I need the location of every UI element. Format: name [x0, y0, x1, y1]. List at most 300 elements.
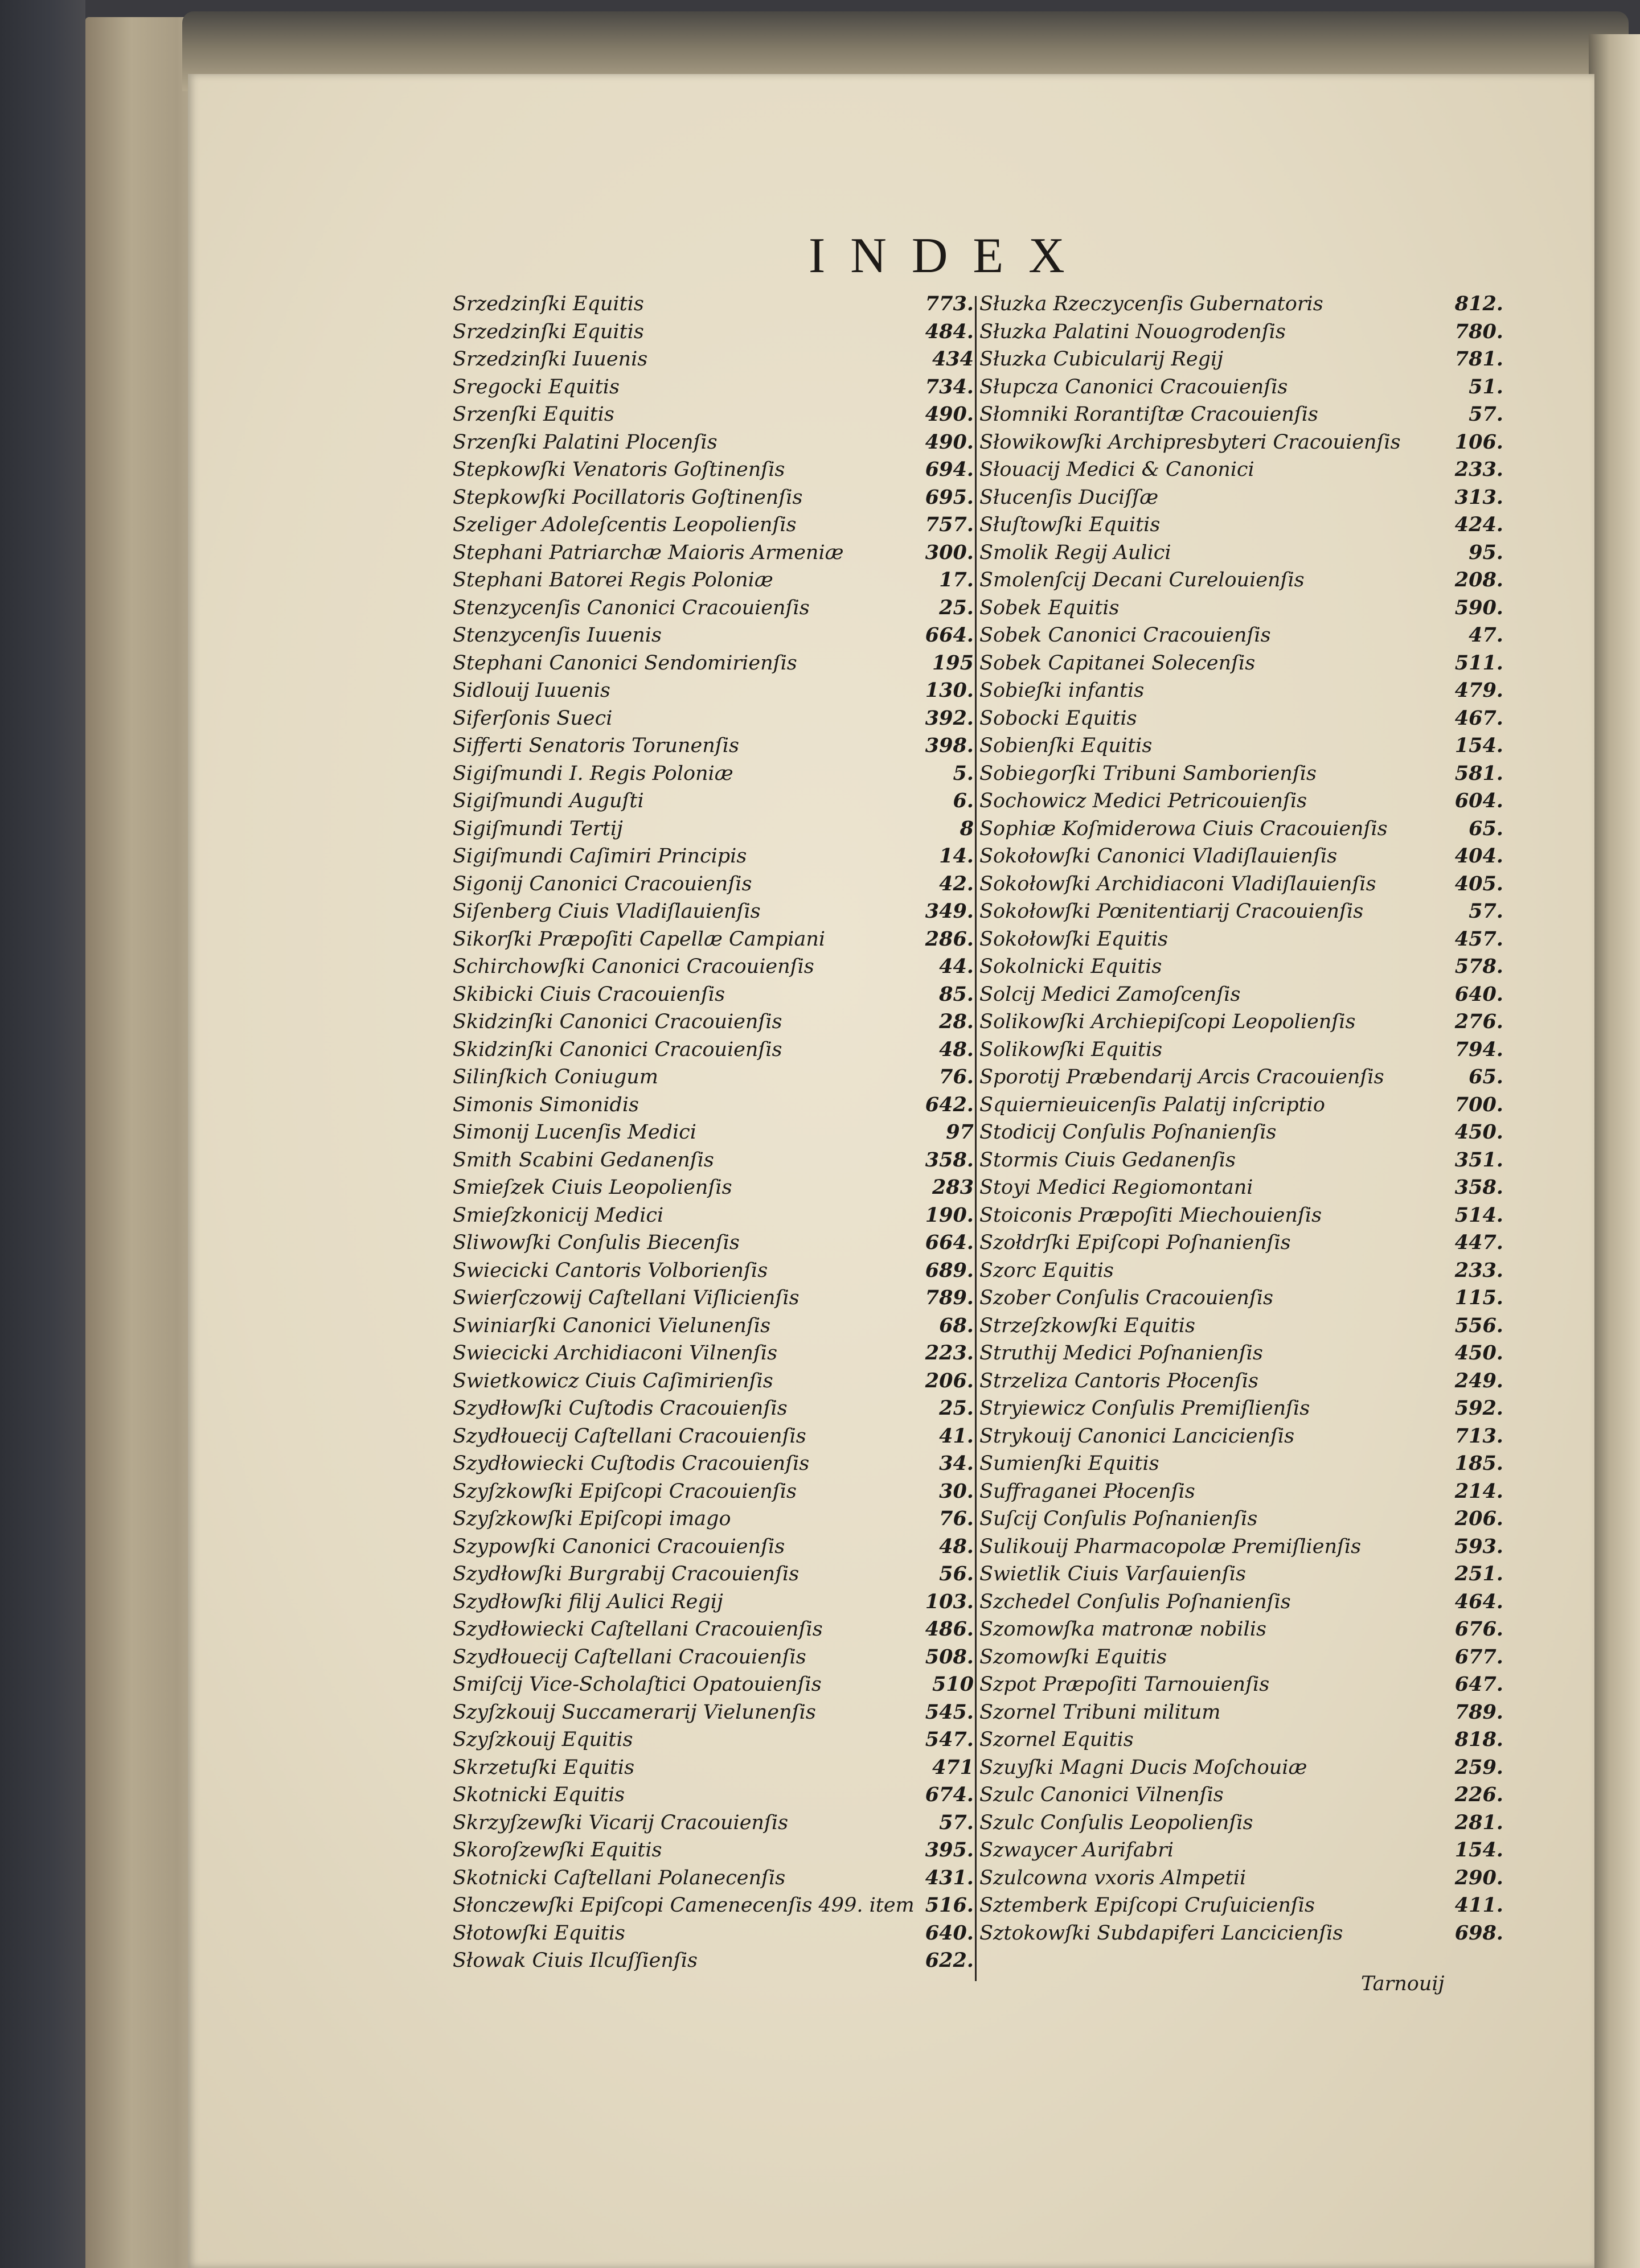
entry-page-number: 547. [925, 1728, 974, 1751]
entry-page-number: 514. [1454, 1203, 1503, 1227]
entry-name: Szyſzkowſki Epiſcopi Cracouienſis [453, 1480, 797, 1503]
index-entry [979, 1726, 1503, 1754]
entry-name: Sokolnicki Equitis [979, 955, 1162, 978]
entry-name: Stodicij Conſulis Poſnanienſis [979, 1121, 1277, 1144]
index-entry [453, 429, 977, 457]
index-entry [453, 1920, 977, 1947]
entry-page-number: 14. [939, 844, 974, 868]
index-entry [979, 1174, 1503, 1202]
index-entry [453, 1754, 977, 1782]
entry-page-number: 640. [1454, 982, 1503, 1006]
entry-name: Sifferti Senatoris Torunenſis [453, 734, 739, 757]
entry-name: Sigiſmundi I. Regis Poloniæ [453, 762, 733, 785]
entry-name: Solcij Medici Zamoſcenſis [979, 983, 1241, 1006]
entry-page-number: 698. [1454, 1921, 1503, 1945]
entry-page-number: 6. [953, 789, 974, 812]
index-entry [453, 926, 977, 954]
entry-page-number: 578. [1454, 955, 1503, 978]
entry-name: Simonij Lucenſis Medici [453, 1121, 696, 1144]
entry-page-number: 713. [1454, 1424, 1503, 1448]
entry-name: Skrzyſzewſki Vicarij Cracouienſis [453, 1811, 789, 1834]
index-entry [979, 787, 1503, 815]
entry-name: Słomniki Rorantiſtæ Cracouienſis [979, 403, 1318, 426]
entry-name: Stephani Canonici Sendomirienſis [453, 651, 797, 675]
entry-page-number: 290. [1454, 1866, 1503, 1889]
entry-name: Stenzycenſis Canonici Cracouienſis [453, 596, 810, 619]
entry-name: Szyſzkowſki Epiſcopi imago [453, 1507, 731, 1530]
entry-page-number: 457. [1454, 927, 1503, 951]
index-entry [453, 732, 977, 760]
entry-name: Szyſzkouij Equitis [453, 1728, 633, 1751]
index-entry [453, 1119, 977, 1147]
index-entry [979, 1892, 1503, 1920]
entry-page-number: 510 [932, 1673, 974, 1696]
entry-page-number: 8 [960, 816, 974, 840]
entry-name: Sochowicz Medici Petricouienſis [979, 790, 1307, 812]
entry-name: Szulc Conſulis Leopolienſis [979, 1811, 1253, 1834]
entry-page-number: 17. [939, 568, 974, 591]
entry-name: Smieſzek Ciuis Leopolienſis [453, 1176, 732, 1199]
index-entry [979, 1809, 1503, 1837]
entry-page-number: 647. [1454, 1673, 1503, 1696]
entry-name: Solikowſki Archiepiſcopi Leopolienſis [979, 1010, 1356, 1033]
entry-name: Sikorſki Præpoſiti Capellæ Campiani [453, 927, 826, 951]
entry-name: Solikowſki Equitis [979, 1038, 1163, 1061]
entry-page-number: 249. [1454, 1369, 1503, 1392]
entry-name: Szypowſki Canonici Cracouienſis [453, 1535, 785, 1558]
entry-page-number: 516. [925, 1893, 974, 1917]
catchword: Tarnouij [1361, 1973, 1445, 1995]
index-entry [979, 843, 1503, 870]
entry-page-number: 424. [1454, 513, 1503, 536]
index-entry [979, 1560, 1503, 1588]
entry-page-number: 464. [1454, 1589, 1503, 1613]
entry-page-number: 130. [925, 679, 974, 702]
entry-page-number: 233. [1454, 458, 1503, 481]
index-entry [453, 1340, 977, 1367]
entry-page-number: 490. [925, 402, 974, 426]
entry-page-number: 313. [1454, 485, 1503, 509]
index-entry [453, 1257, 977, 1285]
entry-page-number: 556. [1454, 1313, 1503, 1337]
entry-page-number: 447. [1454, 1231, 1503, 1254]
index-entry [979, 898, 1503, 926]
entry-name: Smieſzkonicij Medici [453, 1203, 664, 1227]
index-entry [453, 566, 977, 594]
entry-page-number: 57. [1469, 899, 1503, 923]
index-entry [453, 1864, 977, 1892]
index-entry [453, 705, 977, 733]
index-entry [979, 815, 1503, 843]
entry-page-number: 351. [1454, 1148, 1503, 1172]
entry-page-number: 405. [1454, 872, 1503, 895]
entry-name: Sporotij Præbendarij Arcis Cracouienſis [979, 1066, 1384, 1088]
entry-page-number: 431. [925, 1866, 974, 1889]
index-entry [453, 594, 977, 622]
entry-name: Schirchowſki Canonici Cracouienſis [453, 955, 814, 978]
index-entry [453, 953, 977, 981]
index-entry [979, 1644, 1503, 1671]
entry-page-number: 664. [925, 623, 974, 647]
entry-page-number: 42. [939, 872, 974, 895]
entry-page-number: 154. [1454, 734, 1503, 757]
entry-name: Swiniarſki Canonici Vielunenſis [453, 1314, 771, 1337]
index-entry [453, 1726, 977, 1754]
entry-name: Srzenſki Equitis [453, 403, 614, 426]
entry-page-number: 48. [939, 1037, 974, 1061]
index-entry [453, 1892, 977, 1920]
entry-page-number: 734. [925, 375, 974, 398]
index-entry [453, 1395, 977, 1423]
entry-page-number: 450. [1454, 1120, 1503, 1144]
entry-page-number: 694. [925, 458, 974, 481]
index-entry [453, 1063, 977, 1091]
entry-name: Strzeſzkowſki Equitis [979, 1314, 1195, 1337]
index-entry [453, 1450, 977, 1478]
entry-page-number: 486. [925, 1617, 974, 1641]
entry-page-number: 300. [925, 540, 974, 564]
entry-page-number: 392. [925, 706, 974, 730]
entry-name: Siferſonis Sueci [453, 706, 613, 730]
entry-page-number: 5. [953, 761, 974, 785]
index-entry [453, 1312, 977, 1340]
index-entry [453, 1699, 977, 1727]
index-entry [453, 1809, 977, 1837]
entry-page-number: 47. [1469, 623, 1503, 647]
background-left-edge [0, 0, 85, 2268]
index-entry [453, 1560, 977, 1588]
entry-name: Swiecicki Cantoris Volborienſis [453, 1259, 768, 1282]
entry-name: Szydłowſki filij Aulici Regij [453, 1590, 723, 1613]
index-entry [453, 1284, 977, 1312]
entry-name: Skidzinſki Canonici Cracouienſis [453, 1038, 782, 1061]
index-entry [453, 511, 977, 539]
index-entry [979, 1699, 1503, 1727]
index-entry [979, 1147, 1503, 1174]
entry-name: Słucenſis Duciſſæ [979, 486, 1159, 509]
entry-page-number: 484. [925, 319, 974, 343]
index-entry [453, 1781, 977, 1809]
index-entry [979, 1423, 1503, 1451]
index-entry [979, 566, 1503, 594]
index-entry [453, 1505, 977, 1533]
entry-name: Szydłowſki Burgrabij Cracouienſis [453, 1563, 800, 1585]
entry-page-number: 581. [1454, 761, 1503, 785]
index-entry [979, 373, 1503, 401]
index-entry [453, 1367, 977, 1395]
entry-name: Skibicki Ciuis Cracouienſis [453, 983, 725, 1006]
entry-name: Strykouij Canonici Lancicienſis [979, 1424, 1295, 1448]
entry-name: Swietkowicz Ciuis Caſimirienſis [453, 1369, 773, 1392]
entry-name: Sulikouij Pharmacopolæ Premiſlienſis [979, 1535, 1362, 1558]
index-entry [979, 1836, 1503, 1864]
entry-page-number: 25. [939, 1396, 974, 1420]
entry-page-number: 349. [925, 899, 974, 923]
index-entry [453, 760, 977, 788]
entry-page-number: 479. [1454, 679, 1503, 702]
entry-page-number: 812. [1454, 292, 1503, 315]
index-entry [453, 898, 977, 926]
index-entry [979, 1008, 1503, 1036]
entry-name: Szornel Tribuni militum [979, 1700, 1221, 1724]
entry-page-number: 358. [1454, 1176, 1503, 1199]
entry-name: Simonis Simonidis [453, 1093, 639, 1116]
column-divider [975, 296, 977, 1981]
entry-page-number: 545. [925, 1700, 974, 1724]
index-entry [979, 1367, 1503, 1395]
entry-name: Swierſczowij Caſtellani Viſlicienſis [453, 1287, 800, 1309]
index-entry [979, 429, 1503, 457]
entry-page-number: 450. [1454, 1341, 1503, 1365]
entry-page-number: 780. [1454, 319, 1503, 343]
entry-page-number: 65. [1469, 1065, 1503, 1088]
entry-name: Sigiſmundi Caſimiri Principis [453, 845, 747, 868]
entry-page-number: 190. [925, 1203, 974, 1227]
entry-page-number: 65. [1469, 816, 1503, 840]
entry-name: Sobieſki infantis [979, 679, 1145, 702]
entry-page-number: 411. [1454, 1893, 1503, 1917]
index-entry [979, 346, 1503, 373]
index-entry [453, 815, 977, 843]
index-entry [453, 787, 977, 815]
index-entry [453, 373, 977, 401]
index-entry [979, 1754, 1503, 1782]
index-entry [979, 539, 1503, 567]
index-entry [453, 1091, 977, 1119]
entry-page-number: 44. [939, 955, 974, 978]
entry-page-number: 490. [925, 430, 974, 454]
entry-page-number: 283 [932, 1176, 974, 1199]
index-entry [979, 1340, 1503, 1367]
entry-name: Słuzka Cubicularij Regij [979, 348, 1224, 371]
entry-page-number: 57. [939, 1810, 974, 1834]
entry-name: Skoroſzewſki Equitis [453, 1839, 662, 1862]
entry-page-number: 68. [939, 1313, 974, 1337]
entry-name: Stoyi Medici Regiomontani [979, 1176, 1253, 1199]
entry-name: Słowikowſki Archipresbyteri Cracouienſis [979, 430, 1401, 454]
index-entry [979, 953, 1503, 981]
entry-page-number: 789. [1454, 1700, 1503, 1724]
entry-page-number: 276. [1454, 1010, 1503, 1033]
entry-name: Srzenſki Palatini Plocenſis [453, 430, 718, 454]
entry-name: Suffraganei Płocenſis [979, 1480, 1195, 1503]
entry-name: Słuſtowſki Equitis [979, 513, 1161, 536]
index-entry [453, 1533, 977, 1561]
index-entry [453, 1036, 977, 1064]
index-entry [453, 1671, 977, 1699]
entry-name: Szuyſki Magni Ducis Moſchouiæ [979, 1756, 1307, 1779]
index-entry [979, 1450, 1503, 1478]
entry-name: Szpot Præpoſiti Tarnouienſis [979, 1673, 1270, 1696]
index-entry [979, 1119, 1503, 1147]
index-entry [453, 346, 977, 373]
entry-name: Słuzka Rzeczycenſis Gubernatoris [979, 293, 1323, 315]
entry-name: Stryiewicz Conſulis Premiſlienſis [979, 1397, 1310, 1420]
entry-page-number: 695. [925, 485, 974, 509]
entry-page-number: 281. [1454, 1810, 1503, 1834]
entry-page-number: 206. [1454, 1507, 1503, 1530]
entry-name: Sokołowſki Equitis [979, 927, 1168, 951]
index-entry [453, 539, 977, 567]
entry-page-number: 25. [939, 595, 974, 619]
entry-name: Strzeliza Cantoris Płocenſis [979, 1369, 1259, 1392]
index-entry [979, 1920, 1503, 1947]
entry-page-number: 106. [1454, 430, 1503, 454]
entry-name: Sliwowſki Conſulis Biecenſis [453, 1231, 740, 1254]
entry-page-number: 604. [1454, 789, 1503, 812]
entry-page-number: 676. [1454, 1617, 1503, 1641]
entry-name: Szołdrſki Epiſcopi Poſnanienſis [979, 1231, 1291, 1254]
index-entry [453, 1947, 977, 1975]
index-entry [453, 1616, 977, 1644]
entry-name: Squiernieuicenſis Palatij inſcriptio [979, 1093, 1325, 1116]
index-entry [453, 622, 977, 650]
entry-name: Sokołowſki Canonici Vladiſlauienſis [979, 845, 1338, 868]
index-entry [453, 1644, 977, 1671]
entry-page-number: 398. [925, 734, 974, 757]
entry-page-number: 773. [925, 292, 974, 315]
entry-name: Stormis Ciuis Gedanenſis [979, 1148, 1236, 1172]
entry-page-number: 56. [939, 1562, 974, 1585]
entry-page-number: 76. [939, 1507, 974, 1530]
index-entry [453, 870, 977, 898]
entry-name: Słonczewſki Epiſcopi Camenecenſis 499. item [453, 1894, 915, 1917]
index-entry [979, 1284, 1503, 1312]
index-entry [979, 1395, 1503, 1423]
index-entry [979, 1229, 1503, 1257]
entry-name: Skotnicki Equitis [453, 1784, 625, 1806]
index-entry [453, 1229, 977, 1257]
index-entry [979, 1671, 1503, 1699]
entry-page-number: 622. [925, 1949, 974, 1972]
entry-page-number: 206. [925, 1369, 974, 1392]
index-entry [453, 401, 977, 429]
index-entry [453, 650, 977, 677]
entry-name: Srzedzinſki Equitis [453, 320, 644, 343]
entry-name: Swietlik Ciuis Varſauienſis [979, 1563, 1247, 1585]
entry-name: Smith Scabini Gedanenſis [453, 1148, 714, 1172]
entry-page-number: 185. [1454, 1452, 1503, 1475]
index-entry [453, 1202, 977, 1230]
entry-page-number: 85. [939, 982, 974, 1006]
entry-name: Smiſcij Vice-Scholaſtici Opatouienſis [453, 1673, 822, 1696]
index-entry [979, 760, 1503, 788]
entry-page-number: 781. [1454, 347, 1503, 371]
entry-page-number: 434 [932, 347, 974, 371]
entry-name: Szeliger Adoleſcentis Leopolienſis [453, 513, 797, 536]
entry-name: Sumienſki Equitis [979, 1452, 1159, 1475]
entry-name: Smolik Regij Aulici [979, 541, 1171, 564]
index-entry [979, 1478, 1503, 1506]
entry-name: Swiecicki Archidiaconi Vilnenſis [453, 1342, 778, 1365]
entry-name: Szomowſki Equitis [979, 1645, 1167, 1669]
entry-page-number: 395. [925, 1838, 974, 1862]
entry-page-number: 689. [925, 1258, 974, 1282]
entry-page-number: 48. [939, 1534, 974, 1558]
entry-name: Sidlouij Iuuenis [453, 679, 610, 702]
entry-page-number: 30. [939, 1479, 974, 1503]
entry-page-number: 467. [1454, 706, 1503, 730]
entry-name: Skidzinſki Canonici Cracouienſis [453, 1010, 782, 1033]
index-entry [979, 1864, 1503, 1892]
index-entry [979, 1091, 1503, 1119]
index-entry [453, 1478, 977, 1506]
entry-name: Stepkowſki Venatoris Goſtinenſis [453, 458, 785, 481]
entry-name: Szulcowna vxoris Almpetii [979, 1866, 1247, 1889]
entry-page-number: 95. [1469, 540, 1503, 564]
index-column-left [453, 290, 977, 1975]
index-entry [453, 981, 977, 1009]
book-gutter [1589, 34, 1640, 2268]
index-entry [979, 318, 1503, 346]
index-entry [453, 1836, 977, 1864]
entry-name: Sobek Capitanei Solecenſis [979, 651, 1256, 675]
entry-page-number: 208. [1454, 568, 1503, 591]
entry-name: Szorc Equitis [979, 1259, 1114, 1282]
entry-name: Szydłouecij Caſtellani Cracouienſis [453, 1645, 806, 1669]
entry-name: Sztemberk Epiſcopi Cruſuicienſis [979, 1894, 1315, 1917]
index-entry [979, 732, 1503, 760]
entry-name: Sigonij Canonici Cracouienſis [453, 872, 752, 895]
entry-name: Suſcij Conſulis Poſnanienſis [979, 1507, 1258, 1530]
entry-page-number: 233. [1454, 1258, 1503, 1282]
entry-name: Sokołowſki Pœnitentiarij Cracouienſis [979, 900, 1364, 923]
index-entry [979, 622, 1503, 650]
index-entry [979, 981, 1503, 1009]
index-entry [979, 1312, 1503, 1340]
entry-name: Słuzka Palatini Nouogrodenſis [979, 320, 1286, 343]
entry-page-number: 251. [1454, 1562, 1503, 1585]
entry-name: Szchedel Conſulis Poſnanienſis [979, 1590, 1291, 1613]
index-entry [453, 290, 977, 318]
entry-name: Szyſzkouij Succamerarij Vielunenſis [453, 1700, 816, 1724]
entry-page-number: 154. [1454, 1838, 1503, 1862]
entry-page-number: 259. [1454, 1755, 1503, 1779]
index-entry [979, 1257, 1503, 1285]
entry-name: Sophiæ Koſmiderowa Ciuis Cracouienſis [979, 817, 1388, 840]
entry-name: Sobiegorſki Tribuni Samborienſis [979, 762, 1317, 785]
index-entry [979, 1781, 1503, 1809]
entry-name: Sigiſmundi Tertij [453, 817, 623, 840]
index-entry [453, 677, 977, 705]
entry-page-number: 794. [1454, 1037, 1503, 1061]
entry-name: Szornel Equitis [979, 1728, 1134, 1751]
entry-name: Szober Conſulis Cracouienſis [979, 1287, 1273, 1309]
entry-name: Sobienſki Equitis [979, 734, 1153, 757]
entry-page-number: 34. [939, 1452, 974, 1475]
index-entry [979, 926, 1503, 954]
index-entry [979, 401, 1503, 429]
entry-page-number: 57. [1469, 402, 1503, 426]
entry-name: Szulc Canonici Vilnenſis [979, 1784, 1224, 1806]
entry-page-number: 223. [925, 1341, 974, 1365]
index-entry [979, 456, 1503, 484]
entry-name: Sobek Canonici Cracouienſis [979, 624, 1271, 647]
entry-page-number: 404. [1454, 844, 1503, 868]
entry-name: Sobek Equitis [979, 596, 1120, 619]
index-entry [979, 677, 1503, 705]
entry-page-number: 511. [1454, 651, 1503, 675]
entry-name: Słouacij Medici & Canonici [979, 458, 1254, 481]
entry-page-number: 593. [1454, 1534, 1503, 1558]
index-entry [453, 1008, 977, 1036]
index-entry [453, 1174, 977, 1202]
entry-name: Słowak Ciuis Ilcuſſienſis [453, 1949, 698, 1972]
index-entry [453, 1423, 977, 1451]
index-entry [453, 1588, 977, 1616]
entry-page-number: 757. [925, 513, 974, 536]
index-entry [453, 843, 977, 870]
